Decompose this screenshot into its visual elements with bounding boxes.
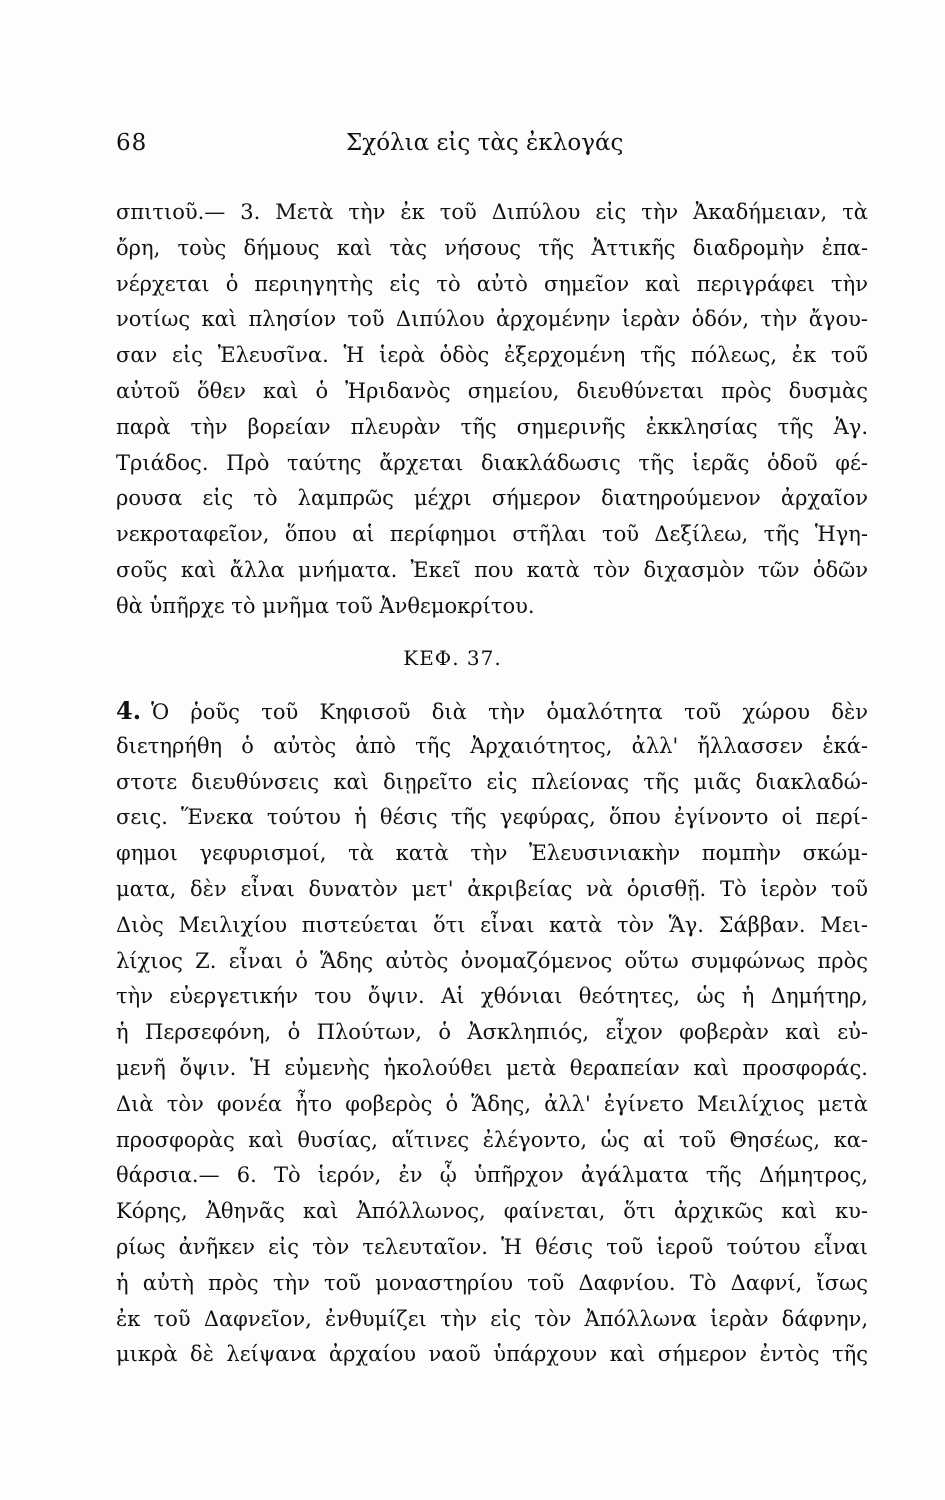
text-line: νοτίως καὶ πλησίον τοῦ Διπύλου ἀρχομένην ἱερὰν ὁδόν, τὴν ἄγου- [116, 307, 868, 332]
first-line-text: Ὁ ῥοῦς τοῦ Κηφισοῦ διὰ τὴν ὁμαλότητα τοῦ χώρου δὲν [151, 700, 868, 724]
text-line: αὐτοῦ ὅθεν καὶ ὁ Ἠριδανὸς σημείου, διευθύνεται πρὸς δυσμὰς [116, 378, 868, 403]
text-line: σοῦς καὶ ἄλλα μνήματα. Ἐκεῖ που κατὰ τὸν διχασμὸν τῶν ὁδῶν [116, 557, 868, 582]
text-line: σεις. Ἕνεκα τούτου ἡ θέσις τῆς γεφύρας, ὅπου ἐγίνοντο οἱ περί- [116, 805, 868, 830]
paragraph-1 [116, 195, 868, 625]
paragraph-2 [116, 693, 868, 1373]
text-line: νεκροταφεῖον, ὅπου αἱ περίφημοι στῆλαι τοῦ Δεξίλεω, τῆς Ἡγη- [116, 522, 868, 547]
text-line: ματα, δὲν εἶναι δυνατὸν μετ' ἀκριβείας νὰ ὁρισθῇ. Τὸ ἱερὸν τοῦ [116, 876, 868, 901]
text-line: θὰ ὑπῆρχε τὸ μνῆμα τοῦ Ἀνθεμοκρίτου. [116, 593, 535, 618]
section-marker: 4. [116, 696, 142, 725]
text-line: παρὰ τὴν βορείαν πλευρὰν τῆς σημερινῆς ἐκκλησίας τῆς Ἁγ. [116, 414, 868, 439]
text-line: ἐκ τοῦ Δαφνεῖον, ἐνθυμίζει τὴν εἰς τὸν Ἀπόλλωνα ἱερὰν δάφνην, [116, 1306, 868, 1331]
running-title: Σχόλια εἰς τὰς ἐκλογάς [346, 130, 624, 156]
text-line: προσφορὰς καὶ θυσίας, αἵτινες ἐλέγοντο, ὡς αἱ τοῦ Θησέως, κα- [116, 1127, 868, 1152]
page-number: 68 [116, 130, 148, 156]
running-head [116, 130, 876, 166]
text-line: ρουσα εἰς τὸ λαμπρῶς μέχρι σήμερον διατηρούμενον ἀρχαῖον [116, 486, 868, 511]
text-line: σπιτιοῦ.— 3. Μετὰ τὴν ἐκ τοῦ Διπύλου εἰς τὴν Ἀκαδήμειαν, τὰ [116, 200, 868, 224]
text-line: σαν εἰς Ἐλευσῖνα. Ἡ ἱερὰ ὁδὸς ἐξερχομένη τῆς πόλεως, ἐκ τοῦ [116, 343, 868, 368]
text-line: φημοι γεφυρισμοί, τὰ κατὰ τὴν Ἐλευσινιακὴν πομπὴν σκώμ- [116, 841, 868, 866]
text-line: νέρχεται ὁ περιηγητὴς εἰς τὸ αὐτὸ σημεῖον καὶ περιγράφει τὴν [116, 271, 868, 296]
text-line: μικρὰ δὲ λείψανα ἀρχαίου ναοῦ ὑπάρχουν καὶ σήμερον ἐντὸς τῆς [116, 1342, 868, 1367]
text-line: Διὸς Μειλιχίου πιστεύεται ὅτι εἶναι κατὰ τὸν Ἅγ. Σάββαν. Μει- [116, 912, 868, 937]
chapter-heading-text: ΚΕΦ. 37. [403, 646, 502, 670]
text-line: Διὰ τὸν φονέα ἦτο φοβερὸς ὁ Ἅδης, ἀλλ' ἐγίνετο Μειλίχιος μετὰ [116, 1091, 868, 1116]
text-line: στοτε διευθύνσεις καὶ διῃρεῖτο εἰς πλείονας τῆς μιᾶς διακλαδώ- [116, 769, 868, 794]
text-line-first [116, 693, 868, 729]
text-line: λίχιος Ζ. εἶναι ὁ Ἅδης αὐτὸς ὀνομαζόμενος οὕτω συμφώνως πρὸς [116, 948, 868, 973]
text-line: ὄρη, τοὺς δήμους καὶ τὰς νήσους τῆς Ἀττικῆς διαδρομὴν ἐπα- [116, 235, 868, 260]
text-line: Τριάδος. Πρὸ ταύτης ἄρχεται διακλάδωσις τῆς ἱερᾶς ὁδοῦ φέ- [116, 450, 868, 475]
text-line: διετηρήθη ὁ αὐτὸς ἀπὸ τῆς Ἀρχαιότητος, ἀλλ' ἤλλασσεν ἑκά- [116, 733, 868, 758]
text-line: μενῆ ὄψιν. Ἡ εὐμενὴς ἠκολούθει μετὰ θεραπείαν καὶ προσφοράς. [116, 1055, 868, 1080]
text-line: ἡ αὐτὴ πρὸς τὴν τοῦ μοναστηρίου τοῦ Δαφνίου. Τὸ Δαφνί, ἴσως [116, 1270, 868, 1295]
chapter-heading [0, 646, 945, 670]
text-line: Κόρης, Ἀθηνᾶς καὶ Ἀπόλλωνος, φαίνεται, ὅτι ἀρχικῶς καὶ κυ- [116, 1199, 868, 1224]
text-line: ἡ Περσεφόνη, ὁ Πλούτων, ὁ Ἀσκληπιός, εἶχον φοβερὰν καὶ εὐ- [116, 1020, 868, 1045]
text-line: ρίως ἀνῆκεν εἰς τὸν τελευταῖον. Ἡ θέσις τοῦ ἱεροῦ τούτου εἶναι [116, 1234, 868, 1259]
text-line: θάρσια.— 6. Τὸ ἱερόν, ἐν ᾧ ὑπῆρχον ἀγάλματα τῆς Δήμητρος, [116, 1163, 868, 1188]
text-line: τὴν εὐεργετικήν του ὄψιν. Αἱ χθόνιαι θεότητες, ὡς ἡ Δημήτηρ, [116, 984, 868, 1009]
